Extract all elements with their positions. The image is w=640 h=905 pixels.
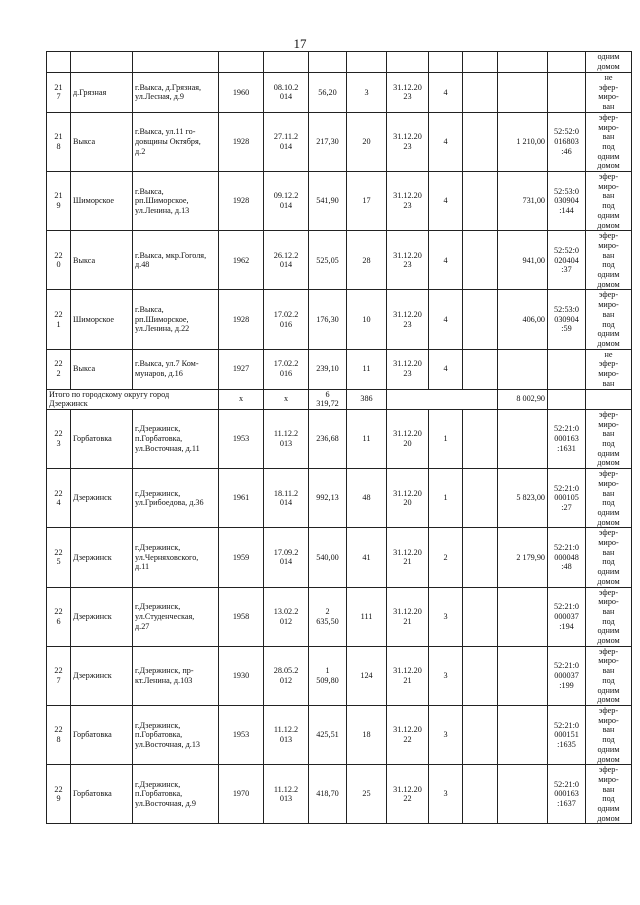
date-cell: 28.05.2 012 [264, 646, 309, 705]
note-cell: не эфер- миро- ван [586, 349, 632, 389]
note-cell: эфер- миро- ван под одним домом [586, 469, 632, 528]
empty-cell [387, 389, 498, 409]
residents-cell: 18 [347, 706, 387, 765]
date-cell: 08.10.2 014 [264, 73, 309, 113]
date-cell: 17.09.2 014 [264, 528, 309, 587]
residents-cell: 17 [347, 172, 387, 231]
residents-cell: 11 [347, 409, 387, 468]
year-cell: 1927 [219, 349, 264, 389]
cadastral-cell: 52:21:0 000163 :1637 [548, 765, 586, 824]
date-cell: 17.02.2 016 [264, 349, 309, 389]
table-row [47, 349, 632, 389]
year-cell: 1928 [219, 172, 264, 231]
empty-cell [463, 231, 498, 290]
cadastral-cell: 52:21:0 000037 :199 [548, 646, 586, 705]
deadline-cell: 31.12.20 23 [387, 112, 429, 171]
settlement-cell: Выкса [71, 112, 133, 171]
settlement-cell: Горбатовка [71, 409, 133, 468]
note-cell: эфер- миро- ван под одним домом [586, 587, 632, 646]
year-cell: 1930 [219, 646, 264, 705]
residents-cell: 124 [347, 646, 387, 705]
note-cell: эфер- миро- ван под одним домом [586, 706, 632, 765]
deadline-cell: 31.12.20 23 [387, 231, 429, 290]
row-number: 22 0 [47, 231, 71, 290]
empty-cell [548, 389, 586, 409]
note-cell: эфер- миро- ван под одним домом [586, 528, 632, 587]
table-row [47, 290, 632, 349]
empty-cell [463, 587, 498, 646]
row-number: 21 9 [47, 172, 71, 231]
residents-cell: 28 [347, 231, 387, 290]
row-number: 22 3 [47, 409, 71, 468]
date-cell: 11.12.2 013 [264, 706, 309, 765]
area-cell: 541,90 [309, 172, 347, 231]
note-cell: эфер- миро- ван под одним домом [586, 646, 632, 705]
deadline-cell: 31.12.20 20 [387, 469, 429, 528]
area-cell: 176,30 [309, 290, 347, 349]
cadastral-cell: 52:21:0 000048 :48 [548, 528, 586, 587]
table-row [47, 587, 632, 646]
empty-cell [463, 172, 498, 231]
settlement-cell: Выкса [71, 231, 133, 290]
note-cell: одним домом [586, 52, 632, 73]
address-cell: г.Выкса, рп.Шиморское, ул.Ленина, д.22 [133, 290, 219, 349]
year-cell: 1953 [219, 409, 264, 468]
cadastral-cell [548, 73, 586, 113]
cost-cell: 1 210,00 [498, 112, 548, 171]
empty-cell [463, 73, 498, 113]
cadastral-cell: 52:52:0 016803 :46 [548, 112, 586, 171]
address-cell: г.Выкса, ул.11 го- довщины Октября, д.2 [133, 112, 219, 171]
residents-cell: 41 [347, 528, 387, 587]
residents-cell: 20 [347, 112, 387, 171]
stage-cell: 4 [429, 290, 463, 349]
date-cell: 26.12.2 014 [264, 231, 309, 290]
stage-cell: 1 [429, 469, 463, 528]
area-cell: 525,05 [309, 231, 347, 290]
settlement-cell: Дзержинск [71, 469, 133, 528]
empty-cell [463, 765, 498, 824]
address-cell: г.Выкса, д.Грязная, ул.Лесная, д.9 [133, 73, 219, 113]
date-cell: 11.12.2 013 [264, 409, 309, 468]
deadline-cell: 31.12.20 21 [387, 528, 429, 587]
row-number: 22 8 [47, 706, 71, 765]
settlement-cell: Дзержинск [71, 646, 133, 705]
empty-cell [463, 706, 498, 765]
deadline-cell: 31.12.20 21 [387, 646, 429, 705]
note-cell: эфер- миро- ван под одним домом [586, 112, 632, 171]
table-row [47, 765, 632, 824]
note-cell: эфер- миро- ван под одним домом [586, 290, 632, 349]
stage-cell: 4 [429, 73, 463, 113]
row-number: 21 8 [47, 112, 71, 171]
area-cell: 217,30 [309, 112, 347, 171]
settlement-cell: Дзержинск [71, 528, 133, 587]
row-number: 22 5 [47, 528, 71, 587]
settlement-cell: Шиморское [71, 290, 133, 349]
empty-cell [463, 112, 498, 171]
year-cell: 1960 [219, 73, 264, 113]
empty-cell [463, 528, 498, 587]
settlement-cell: Шиморское [71, 172, 133, 231]
cost-cell [498, 587, 548, 646]
stage-cell: 1 [429, 409, 463, 468]
cost-cell [498, 765, 548, 824]
year-cell: 1961 [219, 469, 264, 528]
cadastral-cell: 52:52:0 020404 :37 [548, 231, 586, 290]
residents-cell: 48 [347, 469, 387, 528]
empty-cell [463, 646, 498, 705]
date-cell: 17.02.2 016 [264, 290, 309, 349]
deadline-cell: 31.12.20 23 [387, 73, 429, 113]
cost-cell [498, 646, 548, 705]
table-row [47, 172, 632, 231]
total-label: Итого по городскому округу город Дзержинск [47, 389, 219, 409]
address-cell: г.Выкса, мкр.Гоголя, д.48 [133, 231, 219, 290]
table-row [47, 528, 632, 587]
total-date: x [264, 389, 309, 409]
area-cell: 239,10 [309, 349, 347, 389]
area-cell: 236,68 [309, 409, 347, 468]
note-cell: эфер- миро- ван под одним домом [586, 231, 632, 290]
address-cell: г.Дзержинск, ул.Студенческая, д.27 [133, 587, 219, 646]
settlement-cell: Дзержинск [71, 587, 133, 646]
residents-cell: 111 [347, 587, 387, 646]
residents-cell: 10 [347, 290, 387, 349]
year-cell: 1953 [219, 706, 264, 765]
cost-cell [498, 349, 548, 389]
settlement-cell: Выкса [71, 349, 133, 389]
stage-cell: 4 [429, 112, 463, 171]
area-cell: 56,20 [309, 73, 347, 113]
stage-cell: 4 [429, 172, 463, 231]
settlement-cell: Горбатовка [71, 765, 133, 824]
row-number: 22 7 [47, 646, 71, 705]
address-cell: г.Дзержинск, ул.Грибоедова, д.36 [133, 469, 219, 528]
year-cell: 1928 [219, 290, 264, 349]
cost-cell [498, 409, 548, 468]
address-cell: г.Выкса, рп.Шиморское, ул.Ленина, д.13 [133, 172, 219, 231]
cost-cell: 2 179,90 [498, 528, 548, 587]
cadastral-cell: 52:21:0 000163 :1631 [548, 409, 586, 468]
page-number: 17 [293, 36, 307, 51]
address-cell: г.Дзержинск, п.Горбатовка, ул.Восточная, д.9 [133, 765, 219, 824]
area-cell: 1 509,80 [309, 646, 347, 705]
table-row [47, 231, 632, 290]
cadastral-cell [548, 349, 586, 389]
note-cell: эфер- миро- ван под одним домом [586, 765, 632, 824]
table-row [47, 112, 632, 171]
table-body [47, 52, 632, 824]
date-cell: 09.12.2 014 [264, 172, 309, 231]
stage-cell: 4 [429, 349, 463, 389]
total-cost: 8 002,90 [498, 389, 548, 409]
date-cell: 27.11.2 014 [264, 112, 309, 171]
settlement-cell: д.Грязная [71, 73, 133, 113]
row-number: 22 2 [47, 349, 71, 389]
date-cell: 18.11.2 014 [264, 469, 309, 528]
cadastral-cell: 52:21:0 000105 :27 [548, 469, 586, 528]
settlement-cell: Горбатовка [71, 706, 133, 765]
date-cell: 13.02.2 012 [264, 587, 309, 646]
note-cell: эфер- миро- ван под одним домом [586, 409, 632, 468]
year-cell: 1959 [219, 528, 264, 587]
cost-cell: 406,00 [498, 290, 548, 349]
cost-cell [498, 706, 548, 765]
area-cell: 425,51 [309, 706, 347, 765]
deadline-cell: 31.12.20 20 [387, 409, 429, 468]
empty-cell [586, 389, 632, 409]
housing-registry-table [46, 51, 632, 824]
cost-cell: 5 823,00 [498, 469, 548, 528]
empty-cell [463, 349, 498, 389]
year-cell: 1962 [219, 231, 264, 290]
year-cell: 1928 [219, 112, 264, 171]
address-cell: г.Дзержинск, пр- кт.Ленина, д.103 [133, 646, 219, 705]
cost-cell: 941,00 [498, 231, 548, 290]
year-cell: 1970 [219, 765, 264, 824]
area-cell: 540,00 [309, 528, 347, 587]
address-cell: г.Дзержинск, п.Горбатовка, ул.Восточная, д.11 [133, 409, 219, 468]
residents-cell: 11 [347, 349, 387, 389]
table-row [47, 469, 632, 528]
total-row [47, 389, 632, 409]
cost-cell [498, 73, 548, 113]
cadastral-cell: 52:21:0 000037 :194 [548, 587, 586, 646]
row-number: 21 7 [47, 73, 71, 113]
cadastral-cell: 52:53:0 030904 :144 [548, 172, 586, 231]
stage-cell: 3 [429, 646, 463, 705]
note-cell: эфер- миро- ван под одним домом [586, 172, 632, 231]
date-cell: 11.12.2 013 [264, 765, 309, 824]
row-number: 22 6 [47, 587, 71, 646]
residents-cell: 3 [347, 73, 387, 113]
cost-cell: 731,00 [498, 172, 548, 231]
residents-cell: 25 [347, 765, 387, 824]
cadastral-cell: 52:21:0 000151 :1635 [548, 706, 586, 765]
note-cell: не эфер- миро- ван [586, 73, 632, 113]
stage-cell: 2 [429, 528, 463, 587]
stage-cell: 3 [429, 765, 463, 824]
year-cell: 1958 [219, 587, 264, 646]
empty-cell [463, 409, 498, 468]
total-residents: 386 [347, 389, 387, 409]
cadastral-cell: 52:53:0 030904 :59 [548, 290, 586, 349]
table-row [47, 646, 632, 705]
table-row [47, 409, 632, 468]
deadline-cell: 31.12.20 23 [387, 172, 429, 231]
row-number: 22 1 [47, 290, 71, 349]
address-cell: г.Дзержинск, ул.Черняховского, д.11 [133, 528, 219, 587]
area-cell: 992,13 [309, 469, 347, 528]
area-cell: 418,70 [309, 765, 347, 824]
stage-cell: 3 [429, 587, 463, 646]
deadline-cell: 31.12.20 21 [387, 587, 429, 646]
stage-cell: 3 [429, 706, 463, 765]
deadline-cell: 31.12.20 22 [387, 706, 429, 765]
deadline-cell: 31.12.20 23 [387, 290, 429, 349]
empty-cell [463, 290, 498, 349]
row-number: 22 9 [47, 765, 71, 824]
area-cell: 2 635,50 [309, 587, 347, 646]
address-cell: г.Дзержинск, п.Горбатовка, ул.Восточная, д.13 [133, 706, 219, 765]
table-row [47, 73, 632, 113]
total-year: x [219, 389, 264, 409]
row-number: 22 4 [47, 469, 71, 528]
address-cell: г.Выкса, ул.7 Ком- мунаров, д.16 [133, 349, 219, 389]
deadline-cell: 31.12.20 23 [387, 349, 429, 389]
stage-cell: 4 [429, 231, 463, 290]
table-row [47, 706, 632, 765]
empty-cell [463, 469, 498, 528]
table-row-continued [47, 52, 632, 73]
total-area: 6 319,72 [309, 389, 347, 409]
deadline-cell: 31.12.20 22 [387, 765, 429, 824]
